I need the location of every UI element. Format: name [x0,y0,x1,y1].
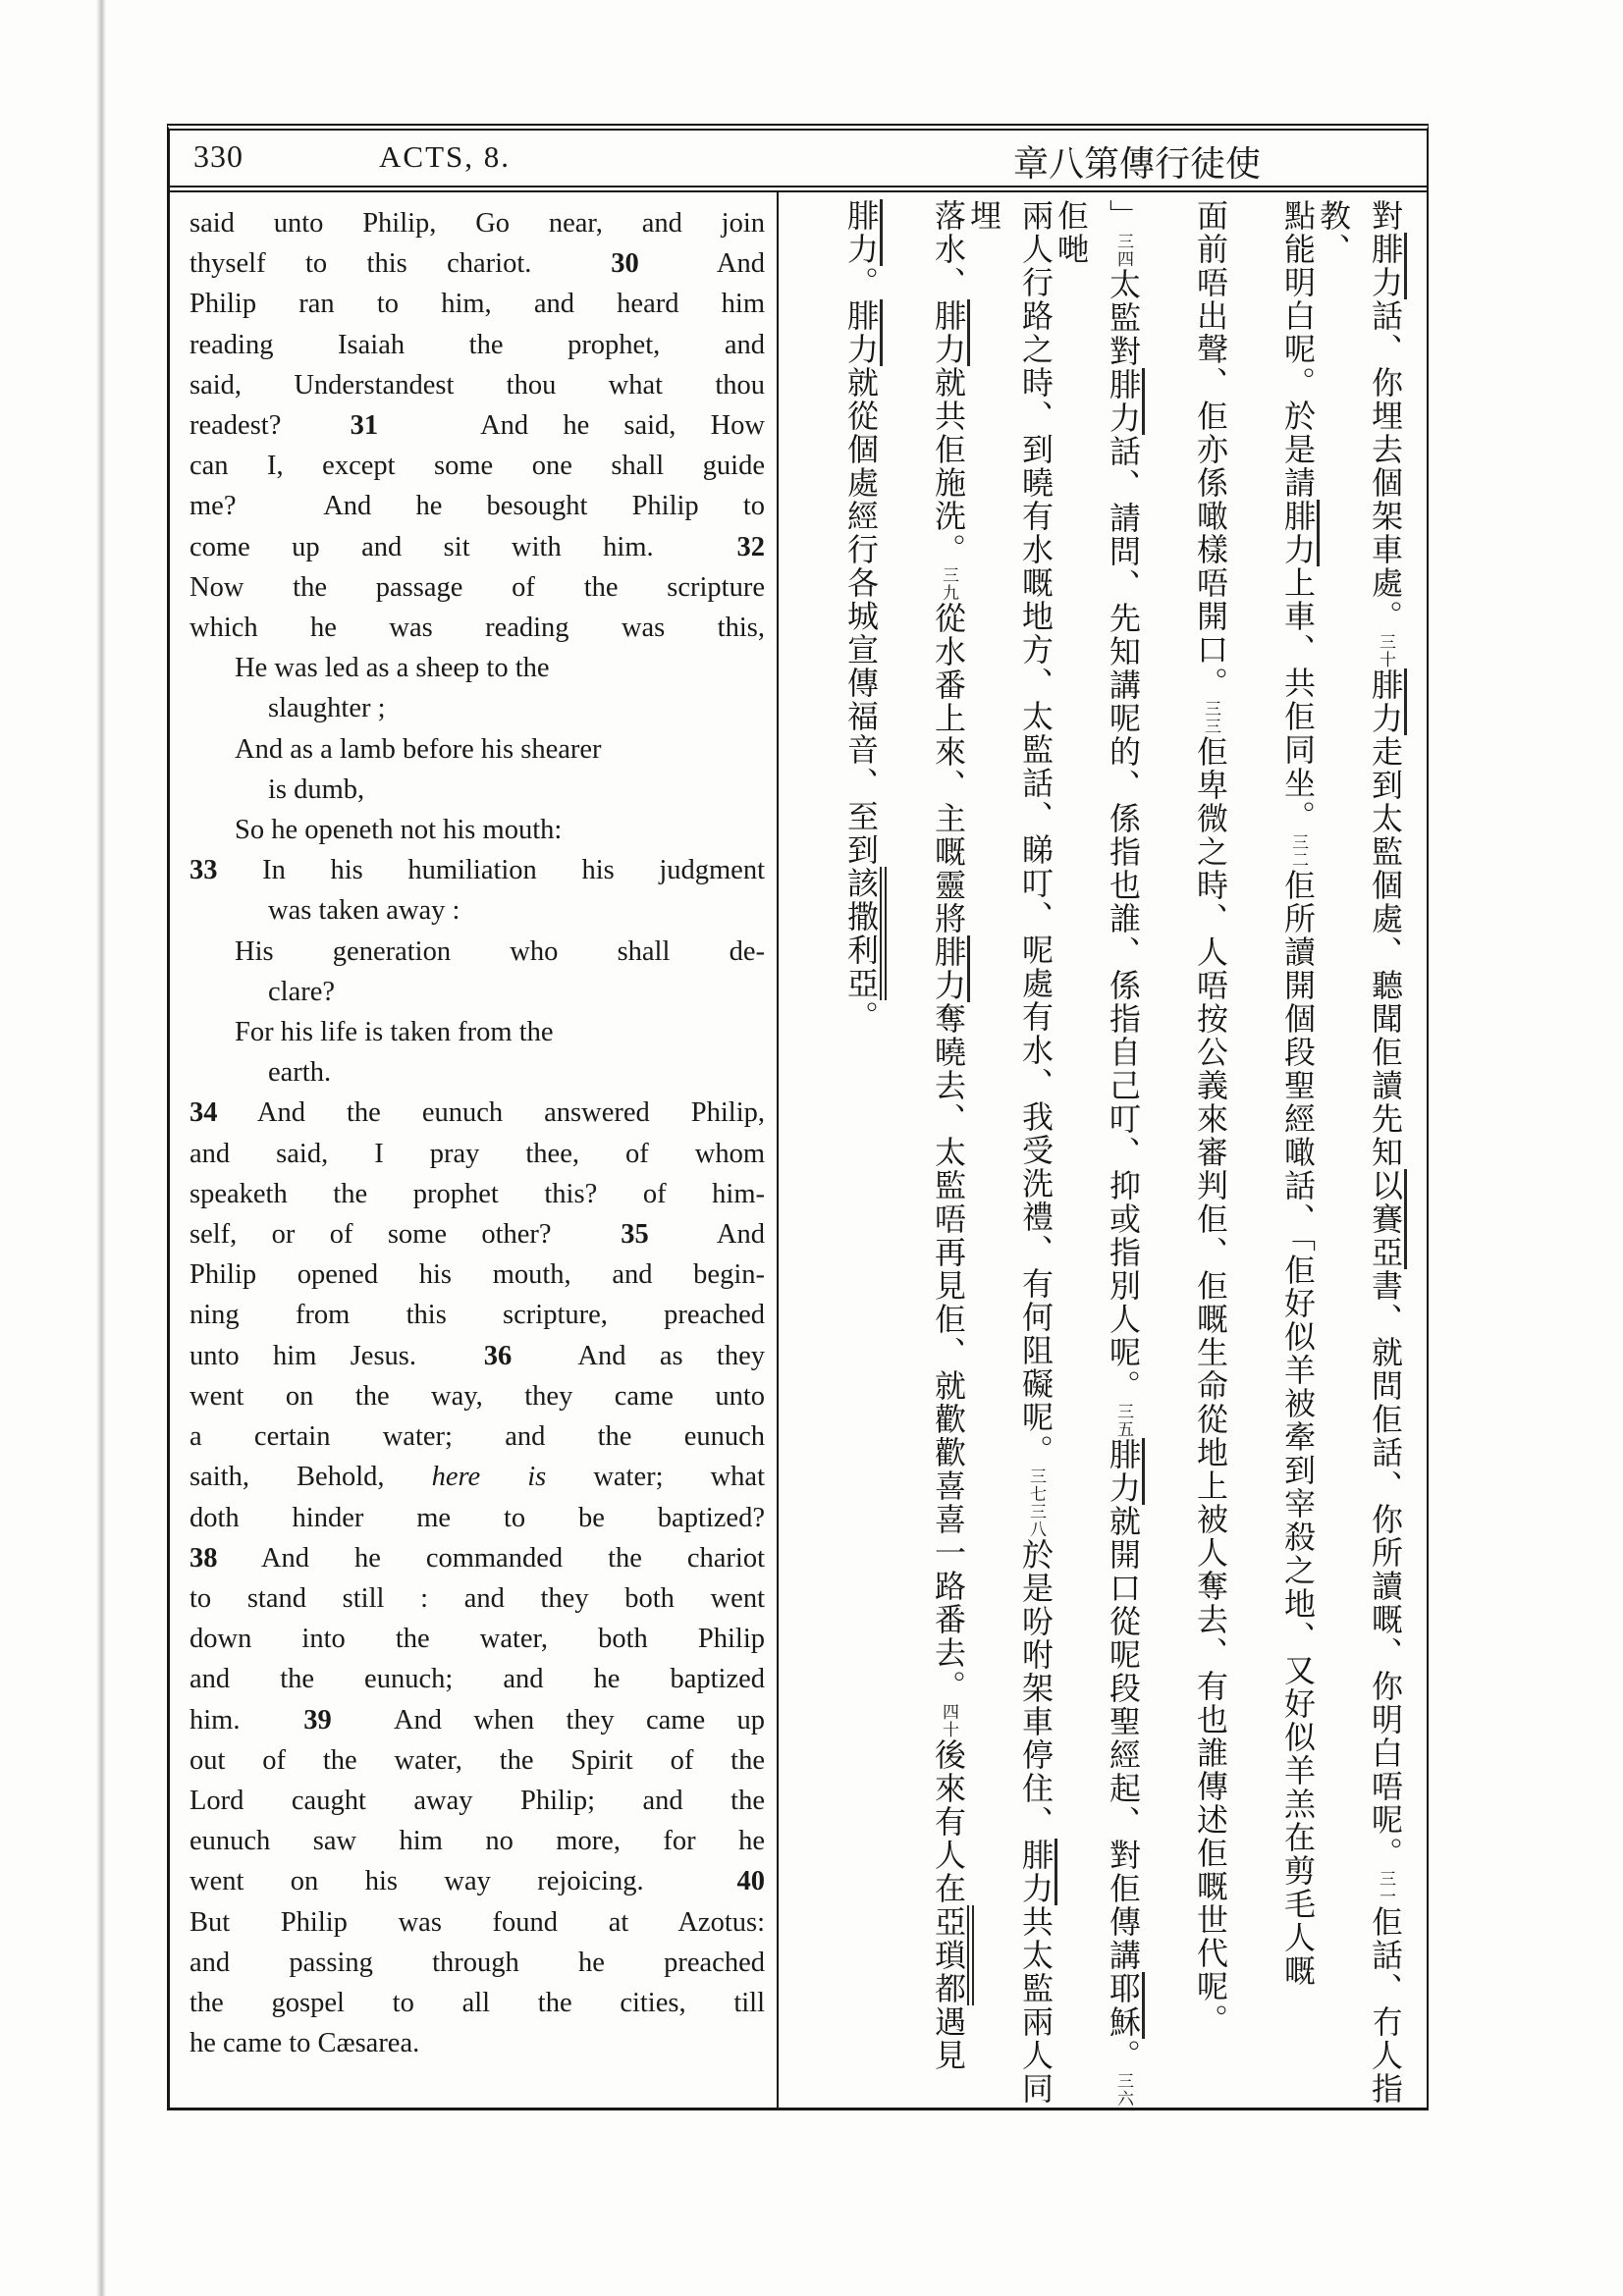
text-run: eunuch saw him no more, for he [189,1826,765,1857]
text-run: His generation who shall de- [235,935,765,967]
text-run: went on his way rejoicing. [189,1866,737,1897]
english-line [189,1012,765,1052]
english-line [189,405,765,446]
english-line [189,1093,765,1133]
text-run: 從水番上來、主嘅靈將 [930,602,967,935]
verse-number-annotation: 三七三八 [1026,1468,1046,1538]
text-run: and passing through he preached [189,1947,765,1978]
english-line [189,608,765,648]
person-name: 腓力 [842,199,883,266]
person-name: 腓力 [1367,233,1407,299]
page-header [170,131,1427,192]
english-line [189,972,765,1012]
english-line [189,1659,765,1699]
verse-number-annotation: 三六 [1113,2072,1133,2108]
text-run: 兩人行路之時、到曉有水嘅地方、太監話、睇叮、呢處有水、我受洗禮、有何阻礙呢。 [1017,199,1055,1468]
text-run: 落水、 [930,199,967,299]
english-line [189,810,765,850]
text-run: 太監對 [1105,268,1142,368]
english-line [189,1416,765,1457]
text-run: 佢哋 [1053,199,1090,266]
text-run: me? And he besought Philip to [189,491,765,522]
chinese-column [1184,199,1236,2123]
english-line [189,567,765,608]
english-line [189,1134,765,1174]
english-line [189,1861,765,1901]
text-run: Philip opened his mouth, and begin- [189,1259,765,1291]
text-run: And as they [512,1340,765,1371]
text-run: He was led as a sheep to the [235,653,550,684]
text-run: 佢卑微之時、人唔按公義來審判佢、佢嘅生命從地上被人奪去、有也誰傳述佢嘅世代呢。 [1192,735,1229,2037]
text-run: 走到太監個處、聽聞佢讀先知 [1367,735,1404,1169]
text-run: said unto Philip, Go near, and join [189,208,765,239]
text-run: 點能明白呢。於是請 [1279,199,1317,500]
text-run: Now the passage of the scripture [189,571,765,603]
text-run: 後來有人在 [930,1738,967,1905]
person-name: 腓力 [1017,1839,1057,1905]
chinese-column [922,199,974,2123]
text-run: 話、請問、先知講呢的、係指也誰、係指自己叮、抑或指別人呢。 [1105,435,1142,1403]
verse-number-annotation: 三三 [1201,700,1220,735]
english-line [189,1781,765,1821]
text-run: And as a lamb before his shearer [235,733,602,765]
english-line [189,770,765,810]
verse-number-annotation: 三一 [1376,1870,1395,1905]
running-title-chinese: 章八第傳行徒使 [1012,144,1261,185]
verse-number: 32 [736,531,765,562]
english-line [189,932,765,972]
text-run: earth. [268,1057,332,1089]
person-name: 腓力 [1367,668,1407,735]
english-line [189,890,765,931]
english-line [189,1700,765,1740]
chinese-text-columns [798,199,1427,2123]
text-run: But Philip was found at Azotus: [189,1906,765,1938]
text-run: said, Understandest thou what thou [189,369,765,400]
text-run: 奪曉去、太監唔再見佢、就歡歡喜喜一路番去。 [930,1002,967,1703]
person-name: 腓力 [842,299,883,366]
english-text-column [189,203,765,2063]
page-number: 330 [193,138,243,174]
english-line [189,648,765,688]
chinese-column [965,199,1061,2123]
verse-number-annotation: 四十 [939,1703,958,1738]
text-run: to stand still : and they both went [189,1582,765,1614]
text-run: which he was reading was this, [189,613,765,644]
person-name: 腓力 [930,299,970,366]
verse-number: 30 [611,248,639,280]
verse-number: 36 [483,1340,513,1371]
english-line [189,486,765,526]
english-line [189,1376,765,1416]
english-line [189,325,765,365]
english-line [189,446,765,486]
english-line [189,243,765,284]
text-run: unto him Jesus. [189,1340,484,1371]
text-run: was taken away : [268,895,460,927]
english-line [189,1498,765,1538]
text-run: 佢話、冇人指教、 [1315,199,1404,2106]
text-run: slaughter ; [268,693,386,724]
verse-number-annotation: 三十 [1376,633,1395,668]
person-name: 腓力 [1105,1438,1145,1505]
text-run: doth hinder me to be baptized? [189,1502,765,1533]
text-run: 對 [1367,199,1404,233]
text-run: 佢所讀開個段聖經噉話、「佢好似羊被牽到宰殺之地、又好似羊羔在剪毛人嘅 [1279,869,1317,1988]
person-name: 耶穌 [1105,1972,1145,2039]
text-run: 上車、共佢同坐。 [1279,566,1317,833]
english-line [189,1255,765,1295]
text-run: him. [189,1704,304,1735]
text-run: 共太監兩人同埋 [965,199,1055,2106]
verse-number: 34 [189,1097,218,1129]
english-line [189,1740,765,1781]
english-line [189,527,765,567]
person-name: 腓力 [1279,500,1320,566]
text-run: In his humiliation his judgment [217,855,765,886]
text-run: is dumb, [268,774,365,805]
text-run: So he openeth not his mouth: [235,815,563,846]
text-run: ning from this scripture, preached [189,1300,765,1331]
english-line [189,1943,765,1983]
verse-number: 33 [189,855,218,886]
english-line [189,1457,765,1497]
text-run: went on the way, they came unto [189,1380,765,1412]
text-run: thyself to this chariot. [189,248,612,280]
english-line [189,1902,765,1943]
text-run: 話、你埋去個架車處。 [1367,299,1404,633]
column-divider-rule [777,192,779,2108]
english-line [189,365,765,405]
place-name: 亞瑣都 [930,1905,974,2005]
verse-number: 40 [736,1866,765,1897]
verse-number-annotation: 三五 [1113,1403,1133,1438]
text-run: down into the water, both Philip [189,1624,765,1655]
english-line [189,688,765,728]
english-line [189,1214,765,1255]
text-run: readest? [189,410,351,442]
person-name: 腓力 [930,935,970,1002]
english-line [189,1538,765,1578]
chinese-column [835,199,887,2123]
text-run: 面前唔出聲、佢亦係噉樣唔開口。 [1192,199,1229,700]
text-run: a certain water; and the eunuch [189,1421,765,1453]
text-run: And the eunuch answered Philip, [217,1097,765,1129]
text-run: come up and sit with him. [189,531,737,562]
english-line [189,2023,765,2063]
text-run: here is [431,1462,547,1493]
chinese-column [1053,199,1149,2123]
verse-number: 39 [303,1704,332,1735]
english-line [189,1295,765,1335]
person-name: 腓力 [1105,368,1145,435]
text-run: For his life is taken from the [235,1017,554,1048]
text-run: And he said, How [378,410,765,442]
text-run: 。 [1105,2039,1142,2072]
english-line [189,1821,765,1861]
text-run: the gospel to all the cities, till [189,1987,765,2018]
page-frame [167,124,1429,2110]
english-line [189,1052,765,1093]
verse-number-annotation: 三二 [1288,833,1308,869]
english-line [189,1578,765,1619]
text-run: 遇見 [930,2005,967,2072]
text-run: and said, I pray thee, of whom [189,1138,765,1169]
text-run: speaketh the prophet this? of him- [189,1178,765,1209]
english-line [189,203,765,243]
chinese-column [1271,199,1324,2123]
text-run: out of the water, the Spirit of the [189,1744,765,1776]
text-run: And when they came up [331,1704,765,1735]
verse-number: 35 [621,1219,649,1251]
scan-edge-shadow [96,0,106,2296]
person-name: 以賽亞 [1367,1169,1407,1269]
chinese-column [1315,199,1411,2123]
text-run: he came to Cæsarea. [189,2028,420,2059]
running-title-english: ACTS, 8. [379,139,511,174]
verse-number: 31 [350,410,379,442]
text-run: self, or of some other? [189,1219,622,1251]
text-run: and the eunuch; and he baptized [189,1664,765,1695]
text-run: 」 [1105,199,1142,233]
english-line [189,1174,765,1214]
english-line [189,1619,765,1659]
english-line [189,1336,765,1376]
english-line [189,850,765,890]
text-run: Philip ran to him, and heard him [189,289,765,320]
verse-number-annotation: 三九 [939,566,958,602]
text-run: clare? [268,976,336,1007]
english-line [189,729,765,770]
text-run: Lord caught away Philip; and the [189,1785,765,1816]
text-run: water; what [546,1462,765,1493]
text-run: can I, except some one shall guide [189,451,765,482]
english-line [189,284,765,324]
text-run: reading Isaiah the prophet, and [189,329,765,360]
verse-number: 38 [189,1542,218,1574]
text-run: 書、就問佢話、你所讀嘅、你明白唔呢。 [1367,1269,1404,1870]
text-run: And [648,1219,766,1251]
text-run: 。 [842,1000,880,1034]
text-run: 。 [842,266,880,299]
text-run: And [638,248,766,280]
place-name: 該撒利亞 [842,867,887,1000]
verse-number-annotation: 三四 [1113,233,1133,268]
text-run: saith, Behold, [189,1462,432,1493]
text-run: 就從個處經行各城宣傳福音、至到 [842,366,880,867]
text-run: 就共佢施洗。 [930,366,967,566]
text-run: 就開口從呢段聖經起、對佢傳講 [1105,1505,1142,1972]
english-line [189,1983,765,2023]
text-run: And he commanded the chariot [217,1542,765,1574]
text-run: 於是吩咐架車停住、 [1017,1538,1055,1839]
